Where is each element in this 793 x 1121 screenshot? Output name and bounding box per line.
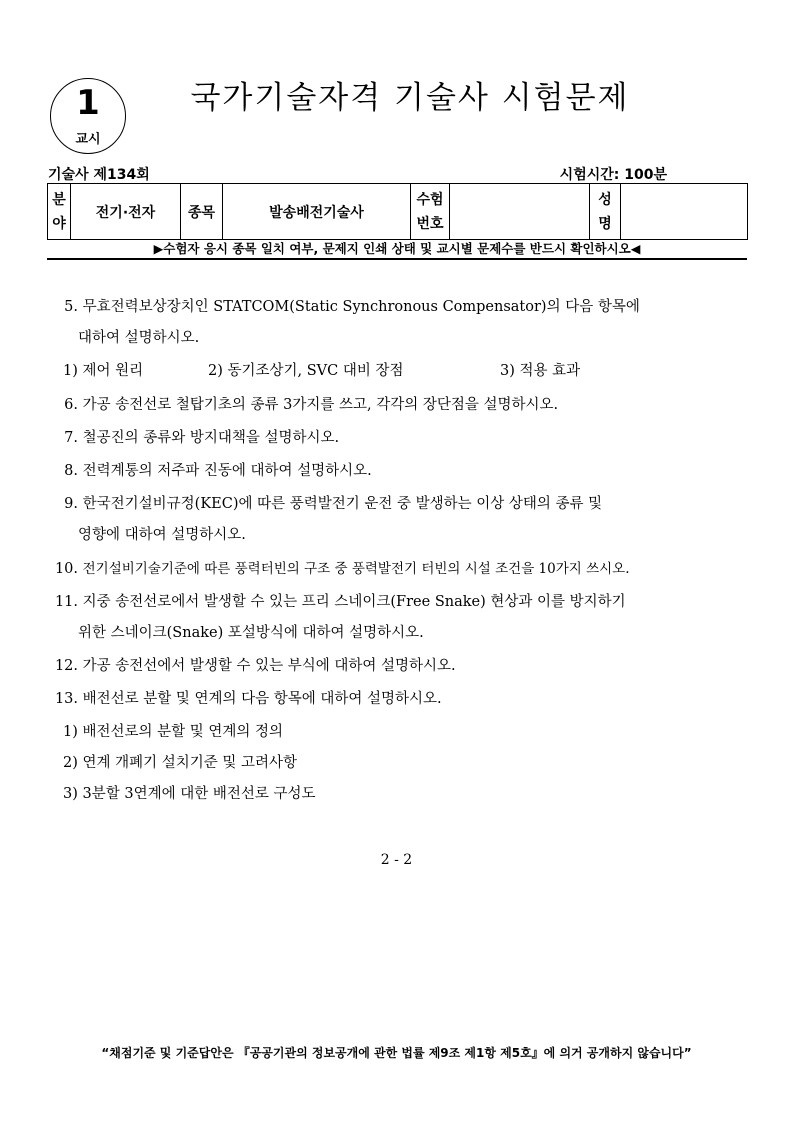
- q5-subitem-3: 3) 적용 효과: [500, 363, 581, 379]
- question-6: [48, 395, 748, 415]
- question-text: 가공 송전선에서 발생할 수 있는 부식에 대하여 설명하시오.: [82, 658, 456, 674]
- question-10: [48, 559, 748, 579]
- question-number: 10.: [54, 561, 78, 577]
- field-label-top: 분: [52, 191, 66, 208]
- question-5: [48, 297, 748, 317]
- exam-number-label-top: 수험: [416, 191, 444, 208]
- question-text: 전력계통의 저주파 진동에 대하여 설명하시오.: [82, 463, 372, 479]
- exam-duration: 시험시간: 100분: [559, 167, 667, 183]
- question-text: 전기설비기술기준에 따른 풍력터빈의 구조 중 풍력발전기 터빈의 시설 조건을 10가지 쓰시오.: [82, 561, 630, 577]
- question-number: 8.: [64, 463, 78, 479]
- question-text: 무효전력보상장치인 STATCOM(Static Synchronous Compensator)의 다음 항목에: [82, 299, 640, 315]
- exam-number-label-bottom: 번호: [416, 215, 444, 232]
- question-11-cont: 위한 스네이크(Snake) 포설방식에 대하여 설명하시오.: [78, 625, 424, 641]
- q5-subitem-1: 1) 제어 원리: [63, 363, 144, 379]
- question-13: [48, 689, 748, 709]
- name-label-top: 성: [598, 191, 612, 208]
- question-text: 가공 송전선로 철탑기초의 종류 3가지를 쓰고, 각각의 장단점을 설명하시오.: [82, 397, 559, 413]
- name-field[interactable]: [621, 184, 748, 240]
- field-label-bottom: 야: [52, 215, 66, 232]
- field-value: 전기·전자: [71, 184, 181, 240]
- question-number: 6.: [64, 397, 78, 413]
- question-text: 배전선로 분할 및 연계의 다음 항목에 대하여 설명하시오.: [82, 691, 442, 707]
- question-number: 11.: [54, 594, 78, 610]
- question-11: [48, 592, 748, 612]
- q13-subitem-2: 2) 연계 개폐기 설치기준 및 고려사항: [63, 755, 298, 771]
- field-label-cell: [48, 184, 71, 240]
- question-9: [48, 494, 748, 514]
- question-number: 7.: [64, 430, 78, 446]
- question-text: 철공진의 종류와 방지대책을 설명하시오.: [82, 430, 340, 446]
- question-7: [48, 428, 748, 448]
- session-number: 1: [76, 83, 100, 123]
- q13-subitem-3: 3) 3분할 3연계에 대한 배전선로 구성도: [63, 786, 316, 802]
- question-number: 5.: [64, 299, 78, 315]
- q13-subitem-1: 1) 배전선로의 분할 및 연계의 정의: [63, 724, 284, 740]
- question-text: 지중 송전선로에서 발생할 수 있는 프리 스네이크(Free Snake) 현상과 이를 방지하기: [82, 594, 626, 610]
- name-label-bottom: 명: [598, 215, 612, 232]
- question-number: 9.: [64, 496, 78, 512]
- page-title: 국가기술자격 기술사 시험문제: [190, 80, 630, 116]
- session-badge: [50, 78, 126, 154]
- exam-number-label-cell: [411, 184, 450, 240]
- question-5-cont: 대하여 설명하시오.: [78, 330, 200, 346]
- exam-number-field[interactable]: [450, 184, 590, 240]
- question-12: [48, 656, 748, 676]
- question-8: [48, 461, 748, 481]
- candidate-info-table: [47, 183, 748, 240]
- session-label: 교시: [75, 132, 101, 147]
- question-9-cont: 영향에 대하여 설명하시오.: [78, 527, 246, 543]
- category-value: 발송배전기술사: [223, 184, 411, 240]
- notice-banner: ▶수험자 응시 종목 일치 여부, 문제지 인쇄 상태 및 교시별 문제수를 반드시 확인하시오◀: [47, 240, 747, 260]
- q5-subitem-2: 2) 동기조상기, SVC 대비 장점: [208, 363, 404, 379]
- category-label: 종목: [181, 184, 223, 240]
- footer-disclaimer: “채점기준 및 기준답안은 『공공기관의 정보공개에 관한 법률 제9조 제1항 제5호』에 의거 공개하지 않습니다”: [101, 1046, 692, 1060]
- page-number: 2 - 2: [380, 852, 413, 868]
- exam-round: 기술사 제134회: [48, 167, 150, 183]
- name-label-cell: [590, 184, 621, 240]
- question-number: 13.: [54, 691, 78, 707]
- question-number: 12.: [54, 658, 78, 674]
- question-text: 한국전기설비규정(KEC)에 따른 풍력발전기 운전 중 발생하는 이상 상태의 종류 및: [82, 496, 603, 512]
